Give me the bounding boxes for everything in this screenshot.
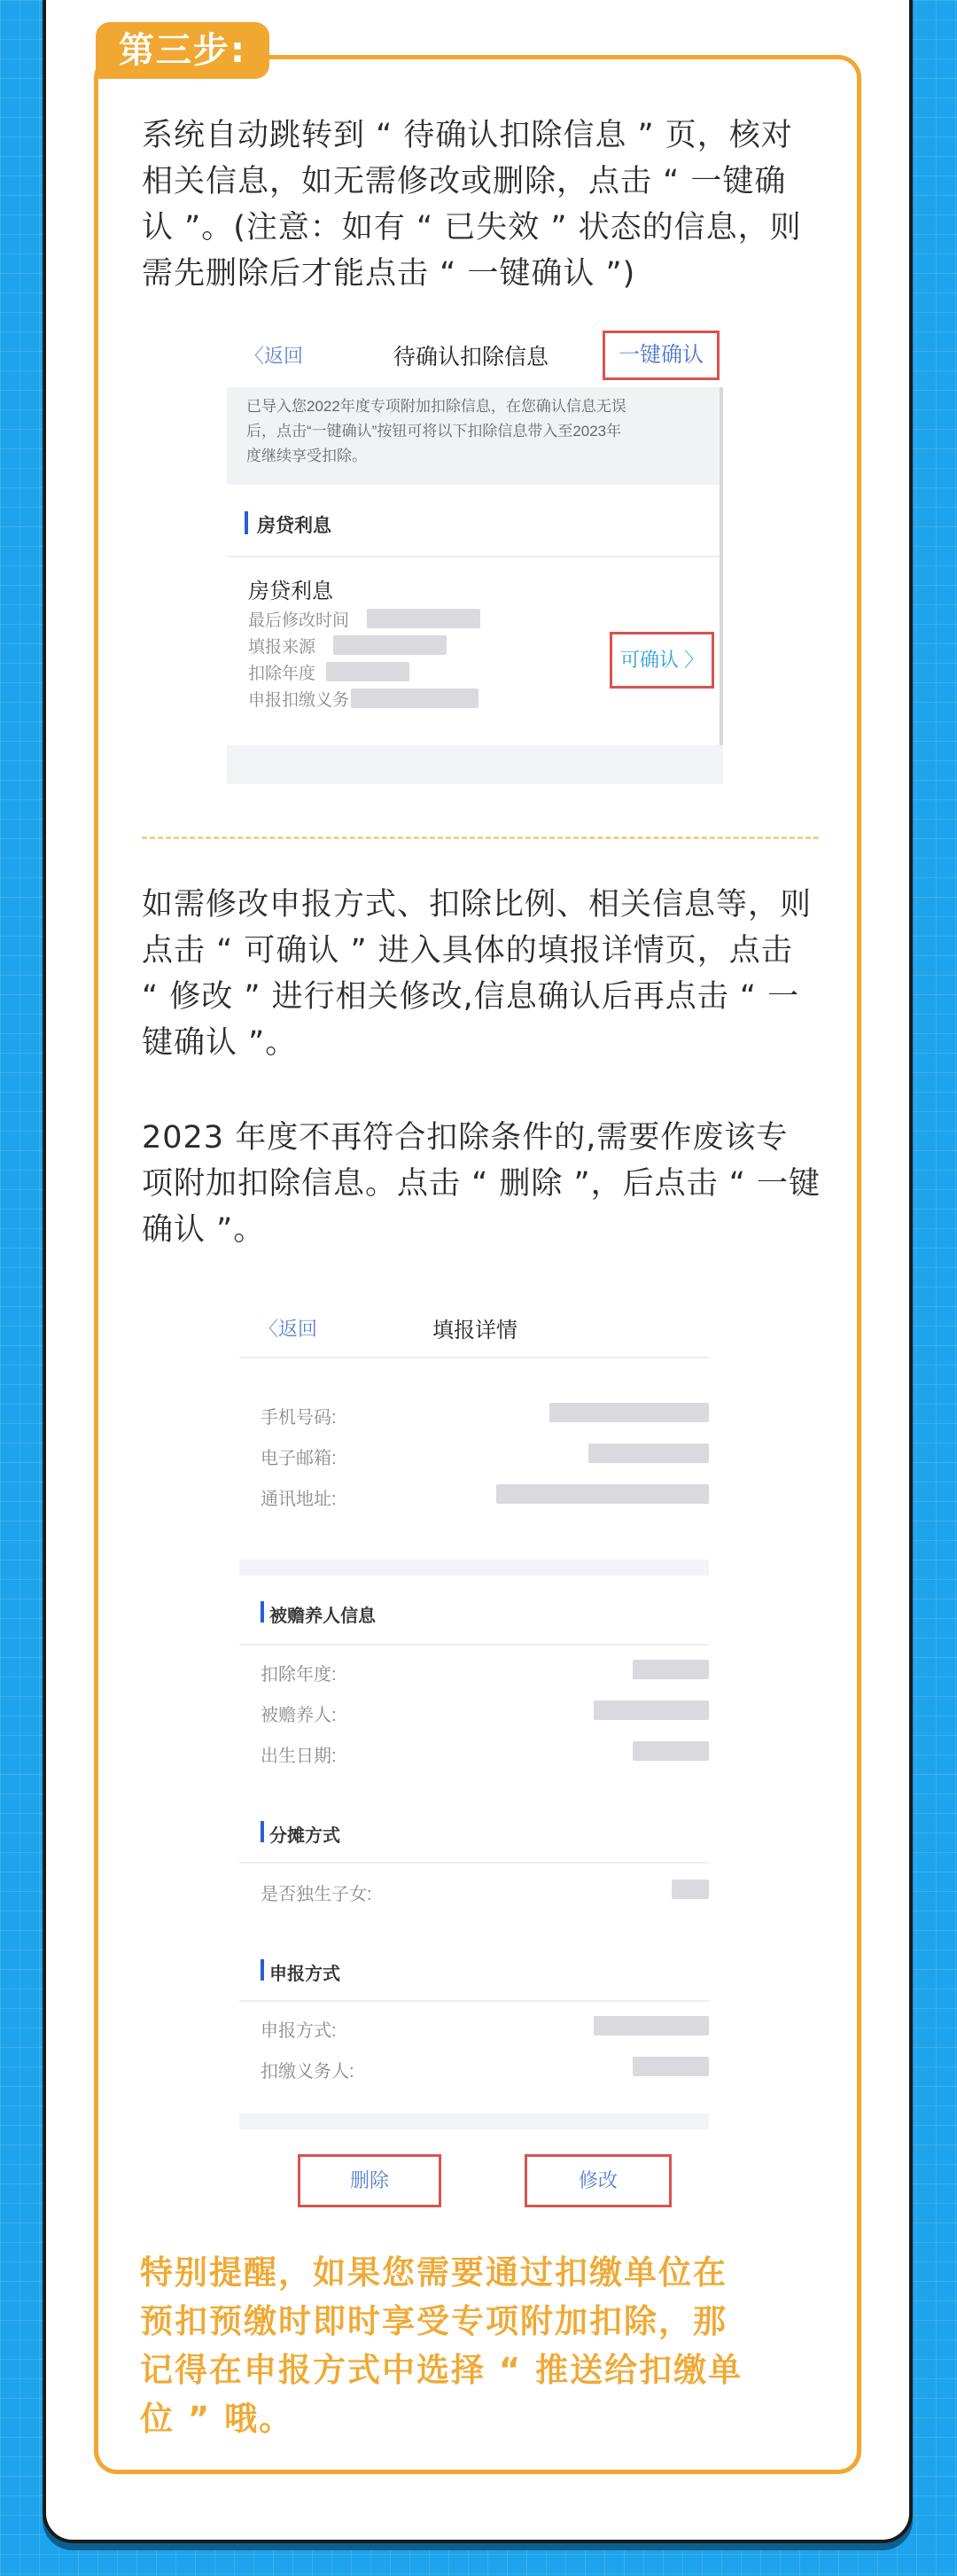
intro-line: 需先删除后才能点击 “ 一键确认 ”) <box>142 256 636 292</box>
notice-line: 已导入您2022年度专项附加扣除信息，在您确认信息无误 <box>246 398 626 415</box>
field-label: 出生日期: <box>261 1747 337 1766</box>
step-tag: 第三步: <box>96 22 269 79</box>
notice-line: 后，点击“一键确认”按钮可将以下扣除信息带入至2023年 <box>246 423 622 440</box>
reminder-line: 位 ” 哦。 <box>140 2400 294 2438</box>
dashed-divider <box>142 837 819 839</box>
field-label: 手机号码: <box>261 1408 337 1428</box>
pending-confirmation-screenshot <box>227 323 723 784</box>
nav-bar <box>227 323 723 387</box>
section-marker <box>261 1959 264 1981</box>
item-title: 房贷利息 <box>248 580 333 603</box>
divider <box>239 1644 709 1646</box>
redacted-value <box>633 2057 709 2076</box>
redacted-value <box>633 1660 709 1679</box>
row-label: 申报扣缴义务 <box>248 691 350 710</box>
section-gap <box>239 2113 709 2129</box>
intro-line: 相关信息，如无需修改或删除，点击 “ 一键确 <box>142 164 787 199</box>
redacted-value <box>351 689 478 708</box>
section-title: 分摊方式 <box>269 1826 340 1846</box>
redacted-value <box>594 1700 709 1720</box>
field-label: 申报方式: <box>261 2021 337 2041</box>
filing-detail-screenshot <box>239 1289 718 2237</box>
modify-line: 键确认 ”。 <box>142 1025 298 1061</box>
section-title: 被赡养人信息 <box>269 1607 376 1626</box>
reminder-line: 特别提醒，如果您需要通过扣缴单位在 <box>140 2253 727 2292</box>
cancel-paragraph <box>142 1115 829 1253</box>
bottom-strip <box>227 745 723 784</box>
modify-paragraph <box>142 882 829 1066</box>
section-marker <box>245 511 248 534</box>
notice-line: 度继续享受扣除。 <box>246 447 367 464</box>
divider <box>239 1357 709 1358</box>
field-label: 通讯地址: <box>261 1490 337 1509</box>
row-label: 填报来源 <box>248 638 316 657</box>
divider <box>239 2000 709 2002</box>
back-button[interactable]: 〈返回 <box>245 345 304 367</box>
back-button[interactable]: 〈返回 <box>259 1318 318 1340</box>
redacted-value <box>633 1741 709 1761</box>
can-confirm-button[interactable]: 可确认 〉 <box>610 632 714 689</box>
field-label: 扣除年度: <box>261 1665 337 1685</box>
section-marker <box>261 1821 264 1842</box>
reminder-line: 记得在申报方式中选择 “ 推送给扣缴单 <box>140 2351 743 2389</box>
redacted-value <box>367 609 480 628</box>
redacted-value <box>496 1484 709 1504</box>
section-marker <box>261 1601 264 1623</box>
modify-line: 如需修改申报方式、扣除比例、相关信息等，则 <box>142 887 813 922</box>
delete-button[interactable]: 删除 <box>298 2154 441 2207</box>
field-label: 电子邮箱: <box>261 1449 337 1468</box>
modify-line: 点击 “ 可确认 ” 进入具体的填报详情页，点击 <box>142 933 793 969</box>
row-label: 扣除年度 <box>248 665 316 683</box>
redacted-value <box>333 635 447 655</box>
intro-line: 系统自动跳转到 “ 待确认扣除信息 ” 页，核对 <box>142 118 793 153</box>
redacted-value <box>588 1444 709 1463</box>
redacted-value <box>326 662 409 681</box>
cancel-line: 2023 年度不再符合扣除条件的,需要作废该专 <box>142 1120 789 1156</box>
screen-title: 填报详情 <box>432 1319 517 1342</box>
redacted-value <box>549 1403 709 1422</box>
redacted-value <box>594 2016 709 2035</box>
section-gap <box>239 1560 709 1576</box>
divider <box>227 556 723 557</box>
modify-line: “ 修改 ” 进行相关修改,信息确认后再点击 “ 一 <box>142 979 800 1015</box>
intro-paragraph <box>142 113 829 297</box>
screen-title: 待确认扣除信息 <box>393 345 549 370</box>
modify-button[interactable]: 修改 <box>525 2154 672 2207</box>
redacted-value <box>672 1879 709 1899</box>
cancel-line: 确认 ”。 <box>142 1212 266 1248</box>
one-click-confirm-button[interactable]: 一键确认 <box>603 331 720 380</box>
cancel-line: 项附加扣除信息。点击 “ 删除 ”，后点击 “ 一键 <box>142 1166 821 1202</box>
divider <box>239 1862 709 1864</box>
row-label: 最后修改时间 <box>248 611 350 630</box>
import-notice <box>227 387 723 485</box>
section-title: 申报方式 <box>269 1965 340 1984</box>
field-label: 扣缴义务人: <box>261 2062 354 2082</box>
intro-line: 认 ”。(注意：如有 “ 已失效 ” 状态的信息，则 <box>142 210 802 245</box>
field-label: 被赡养人: <box>261 1706 337 1725</box>
reminder-line: 预扣预缴时即时享受专项附加扣除，那 <box>140 2302 727 2340</box>
scroll-edge <box>720 387 723 745</box>
field-label: 是否独生子女: <box>261 1885 372 1904</box>
section-title: 房贷利息 <box>257 516 331 536</box>
special-reminder <box>140 2248 831 2443</box>
